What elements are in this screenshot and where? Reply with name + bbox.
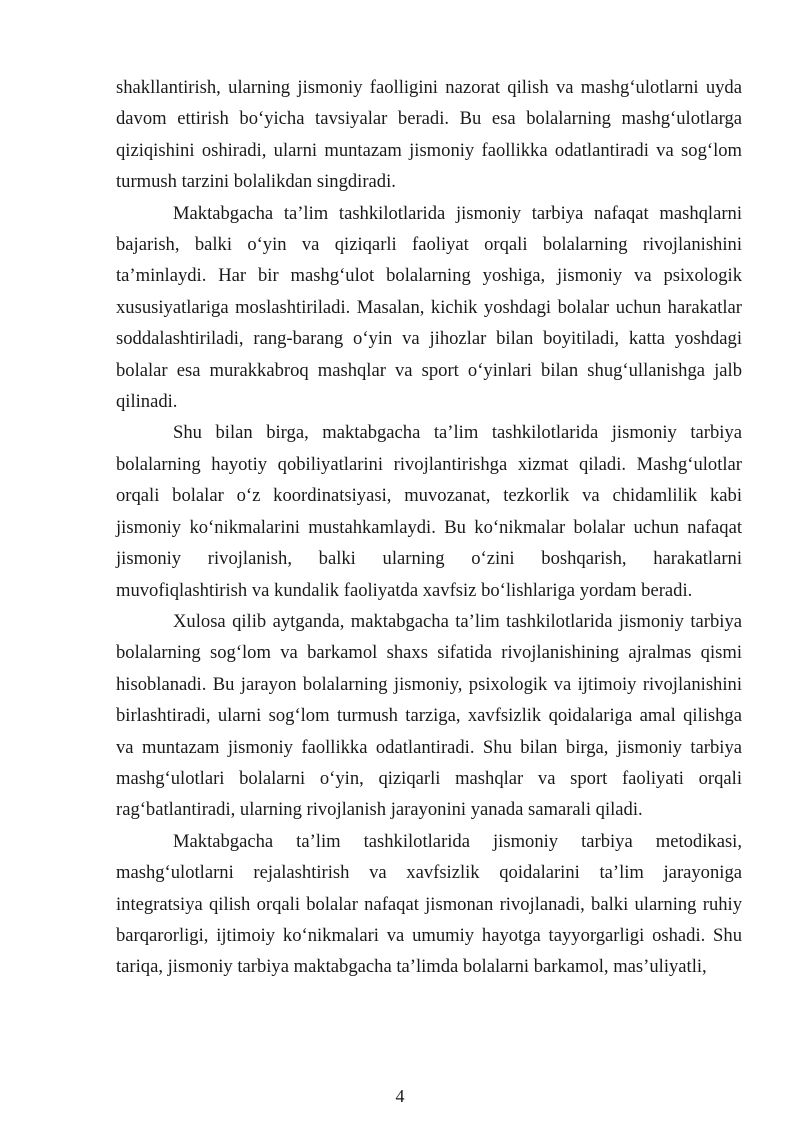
page-number: 4 <box>395 1086 405 1106</box>
paragraph: Shu bilan birga, maktabgacha ta’lim tashkilotlarida jismoniy tarbiya bolalarning hayotiy qobiliyatlarini rivojlantirishga xizmat qiladi. Mashg‘ulotlar orqali bolalar o‘z koordinatsiyasi, muvozanat, tezkorlik va chidamlilik kabi jismoniy ko‘nikmalarini mustahkamlaydi. Bu ko‘nikmalar bolalar uchun nafaqat jismoniy rivojlanish, balki ularning o‘zini boshqarish, harakatlarni muvofiqlashtirish va kundalik faoliyatda xavfsiz bo‘lishlariga yordam beradi. <box>116 422 742 601</box>
document-body <box>116 72 742 983</box>
paragraph: Maktabgacha ta’lim tashkilotlarida jismoniy tarbiya nafaqat mashqlarni bajarish, balki o‘yin va qiziqarli faoliyat orqali bolalarning rivojlanishini ta’minlaydi. Har bir mashg‘ulot bolalarning yoshiga, jismoniy va psixologik xususiyatlariga moslashtiriladi. Masalan, kichik yoshdagi bolalar uchun harakatlar soddalashtiriladi, rang-barang o‘yin va jihozlar bilan boyitiladi, katta yoshdagi bolalar esa murakkabroq mashqlar va sport o‘yinlari bilan shug‘ullanishga jalb qilinadi. <box>116 202 742 413</box>
paragraph: Xulosa qilib aytganda, maktabgacha ta’lim tashkilotlarida jismoniy tarbiya bolalarning sog‘lom va barkamol shaxs sifatida rivojlanishining ajralmas qismi hisoblanadi. Bu jarayon bolalarning jismoniy, psixologik va ijtimoiy rivojlanishini birlashtiradi, ularni sog‘lom turmush tarziga, xavfsizlik qoidalariga amal qilishga va muntazam jismoniy faollikka odatlantiradi. Shu bilan birga, jismoniy tarbiya mashg‘ulotlari bolalarni o‘yin, qiziqarli mashqlar va sport faoliyati orqali rag‘batlantiradi, ularning rivojlanish jarayonini yanada samarali qiladi. <box>116 610 742 821</box>
paragraph-continuation: shakllantirish, ularning jismoniy faolligini nazorat qilish va mashg‘ulotlarni uyda davom ettirish bo‘yicha tavsiyalar beradi. Bu esa bolalarning mashg‘ulotlarga qiziqishini oshiradi, ularni muntazam jismoniy faollikka odatlantiradi va sog‘lom turmush tarzini bolalikdan singdiradi. <box>116 77 742 193</box>
paragraph: Maktabgacha ta’lim tashkilotlarida jismoniy tarbiya metodikasi, mashg‘ulotlarni rejalashtirish va xavfsizlik qoidalarini ta’lim jarayoniga integratsiya qilish orqali bolalar nafaqat jismonan rivojlanadi, balki ularning ruhiy barqarorligi, ijtimoiy ko‘nikmalari va umumiy hayotga tayyorgarligi oshadi. Shu tariqa, jismoniy tarbiya maktabgacha ta’limda bolalarni barkamol, mas’uliyatli, <box>116 830 742 978</box>
